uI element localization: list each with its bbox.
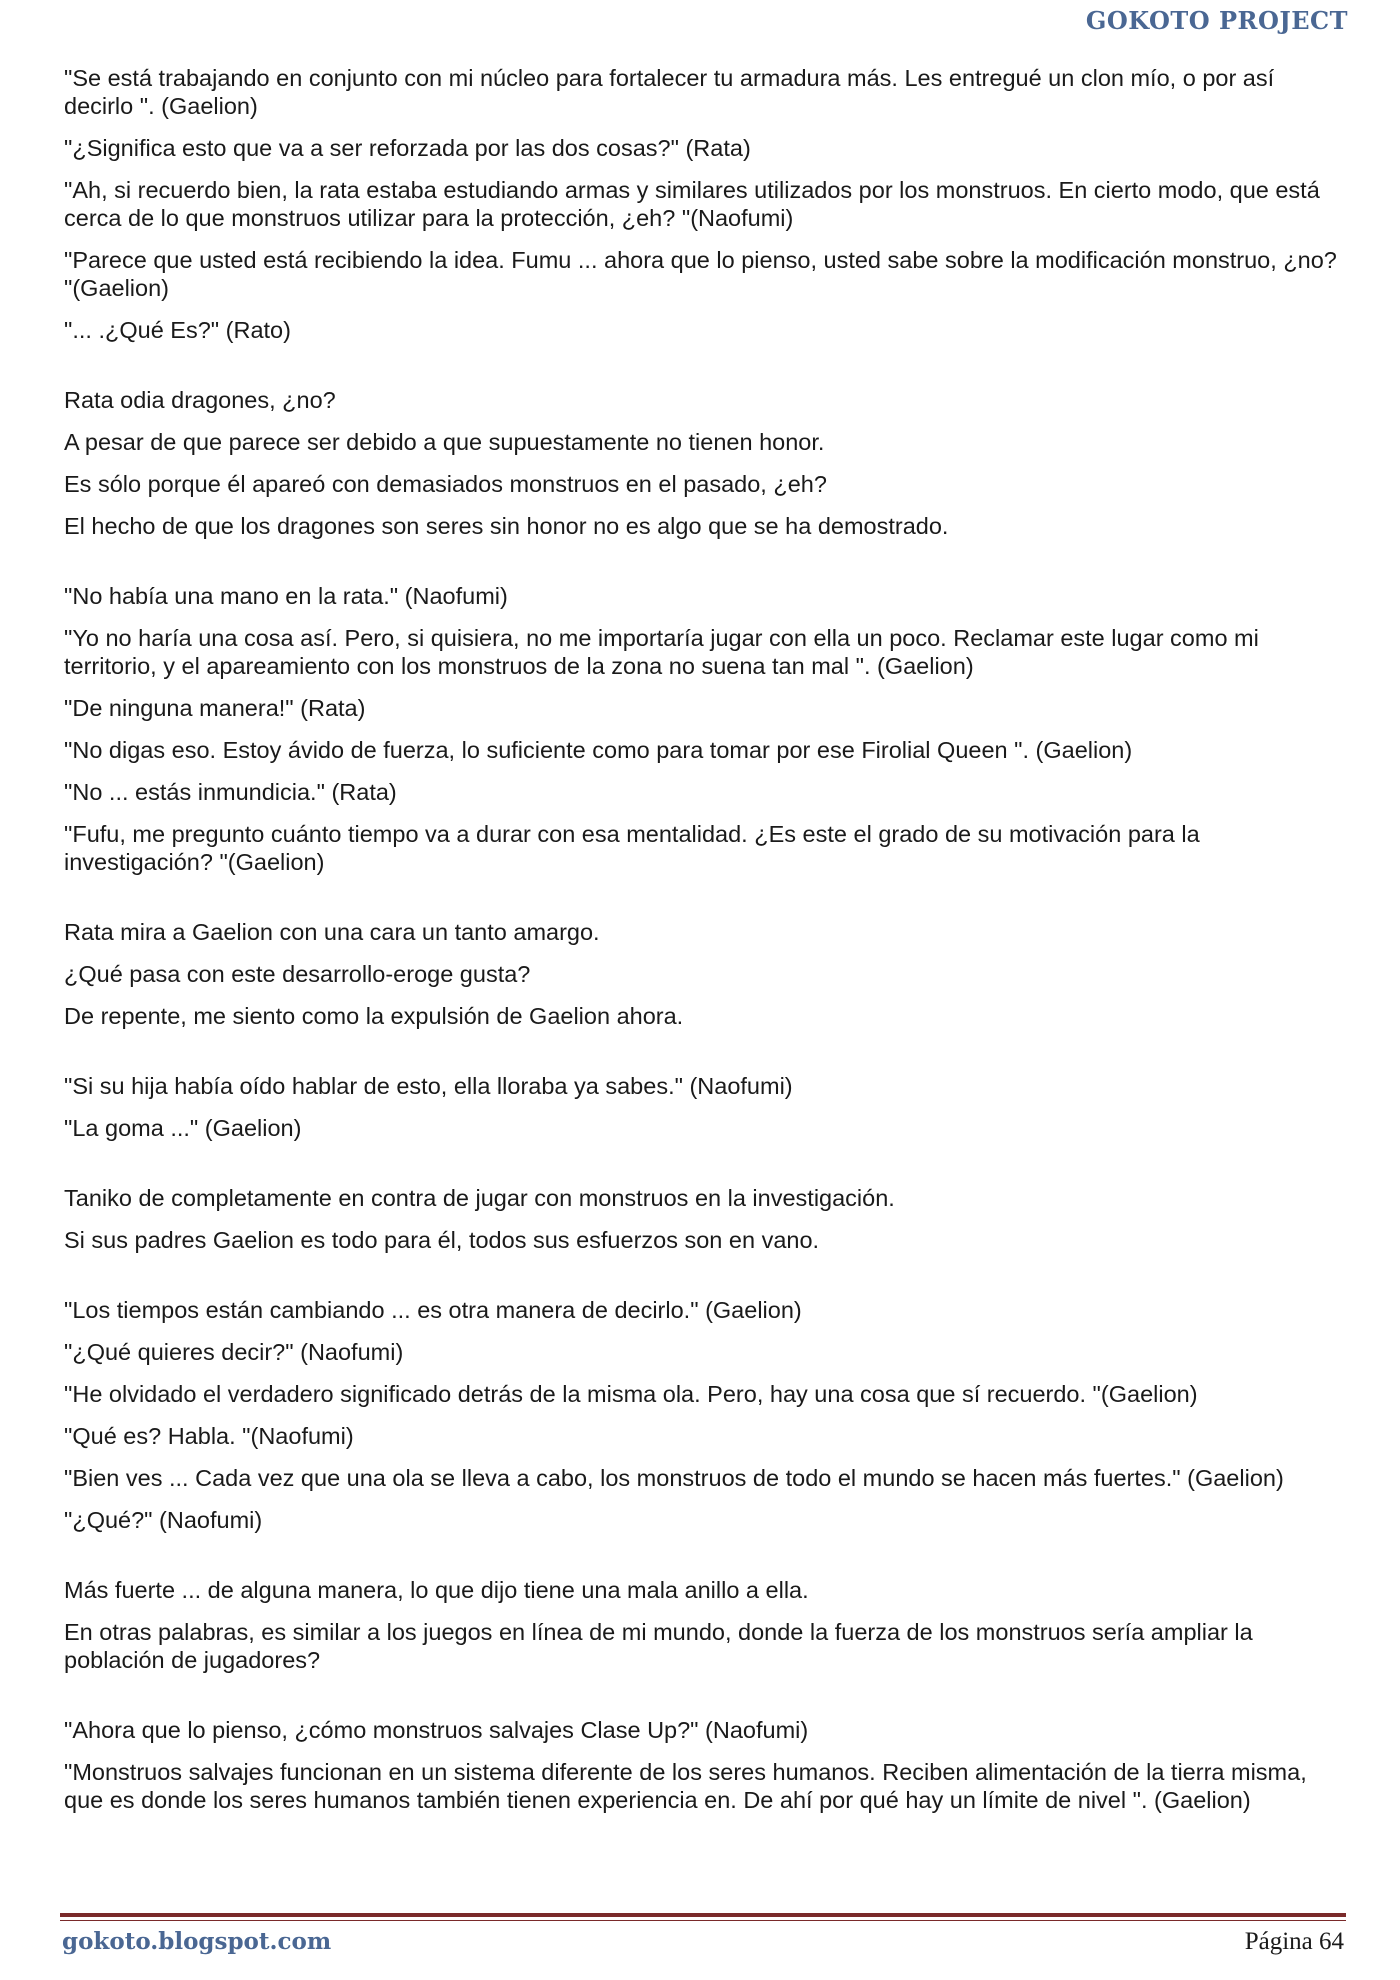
paragraph: "He olvidado el verdadero significado detrás de la misma ola. Pero, hay una cosa que sí recuerdo. "(Gaelion)	[64, 1381, 1198, 1407]
paragraph: "Ahora que lo pienso, ¿cómo monstruos salvajes Clase Up?" (Naofumi)	[64, 1717, 809, 1743]
paragraph: A pesar de que parece ser debido a que supuestamente no tienen honor.	[64, 429, 825, 455]
paragraph: Taniko de completamente en contra de jugar con monstruos en la investigación.	[64, 1185, 895, 1211]
paragraph: "Monstruos salvajes funcionan en un sistema diferente de los seres humanos. Reciben alimentación de la tierra misma, que es donde los seres humanos también tienen experiencia en. De ahí por qué hay un límite de nivel ". (Gaelion)	[64, 1759, 1307, 1813]
paragraph: ¿Qué pasa con este desarrollo-eroge gusta?	[64, 961, 531, 987]
paragraph: "¿Qué?" (Naofumi)	[64, 1507, 263, 1533]
paragraph: Más fuerte ... de alguna manera, lo que dijo tiene una mala anillo a ella.	[64, 1577, 809, 1603]
paragraph: "Los tiempos están cambiando ... es otra manera de decirlo." (Gaelion)	[64, 1297, 802, 1323]
paragraph: El hecho de que los dragones son seres sin honor no es algo que se ha demostrado.	[64, 513, 949, 539]
paragraph-gap	[64, 1156, 1344, 1184]
document-body	[64, 64, 1344, 1828]
paragraph: "¿Qué quieres decir?" (Naofumi)	[64, 1339, 404, 1365]
paragraph-gap	[64, 358, 1344, 386]
paragraph: "Ah, si recuerdo bien, la rata estaba estudiando armas y similares utilizados por los monstruos. En cierto modo, que está cerca de lo que monstruos utilizar para la protección, ¿eh? "(Naofumi)	[64, 177, 1320, 231]
paragraph: "No digas eso. Estoy ávido de fuerza, lo suficiente como para tomar por ese Firolial Queen ". (Gaelion)	[64, 737, 1133, 763]
paragraph-gap	[64, 890, 1344, 918]
page-number: Página 64	[1244, 1928, 1344, 1955]
paragraph-gap	[64, 1548, 1344, 1576]
footer-url: gokoto.blogspot.com	[62, 1928, 332, 1955]
paragraph: Si sus padres Gaelion es todo para él, todos sus esfuerzos son en vano.	[64, 1227, 820, 1253]
paragraph: "La goma ..." (Gaelion)	[64, 1115, 302, 1141]
paragraph: "¿Significa esto que va a ser reforzada por las dos cosas?" (Rata)	[64, 135, 751, 161]
header-brand: GOKOTO PROJECT	[1085, 6, 1348, 35]
paragraph: "No había una mano en la rata." (Naofumi)	[64, 583, 508, 609]
paragraph: "Yo no haría una cosa así. Pero, si quisiera, no me importaría jugar con ella un poco. Reclamar este lugar como mi territorio, y el apareamiento con los monstruos de la zona no suena tan mal ". (Gaelion)	[64, 625, 1259, 679]
footer-rule-thin	[60, 1920, 1346, 1921]
paragraph-gap	[64, 554, 1344, 582]
paragraph: "... .¿Qué Es?" (Rato)	[64, 317, 291, 343]
paragraph: "Se está trabajando en conjunto con mi núcleo para fortalecer tu armadura más. Les entregué un clon mío, o por así decirlo ". (Gaelion)	[64, 65, 1275, 119]
paragraph: "Qué es? Habla. "(Naofumi)	[64, 1423, 354, 1449]
paragraph: De repente, me siento como la expulsión de Gaelion ahora.	[64, 1003, 684, 1029]
paragraph-gap	[64, 1688, 1344, 1716]
paragraph: "Parece que usted está recibiendo la idea. Fumu ... ahora que lo pienso, usted sabe sobre la modificación monstruo, ¿no? "(Gaelion)	[64, 247, 1337, 301]
footer-rule	[60, 1913, 1346, 1917]
paragraph: Es sólo porque él apareó con demasiados monstruos en el pasado, ¿eh?	[64, 471, 827, 497]
paragraph: "No ... estás inmundicia." (Rata)	[64, 779, 397, 805]
paragraph: En otras palabras, es similar a los juegos en línea de mi mundo, donde la fuerza de los monstruos sería ampliar la población de jugadores?	[64, 1619, 1253, 1673]
paragraph: "Bien ves ... Cada vez que una ola se lleva a cabo, los monstruos de todo el mundo se hacen más fuertes." (Gaelion)	[64, 1465, 1284, 1491]
paragraph-gap	[64, 1268, 1344, 1296]
paragraph: "Si su hija había oído hablar de esto, ella lloraba ya sabes." (Naofumi)	[64, 1073, 793, 1099]
paragraph: Rata odia dragones, ¿no?	[64, 387, 336, 413]
paragraph-gap	[64, 1044, 1344, 1072]
paragraph: Rata mira a Gaelion con una cara un tanto amargo.	[64, 919, 600, 945]
paragraph: "Fufu, me pregunto cuánto tiempo va a durar con esa mentalidad. ¿Es este el grado de su motivación para la investigación? "(Gaelion)	[64, 821, 1200, 875]
paragraph: "De ninguna manera!" (Rata)	[64, 695, 366, 721]
